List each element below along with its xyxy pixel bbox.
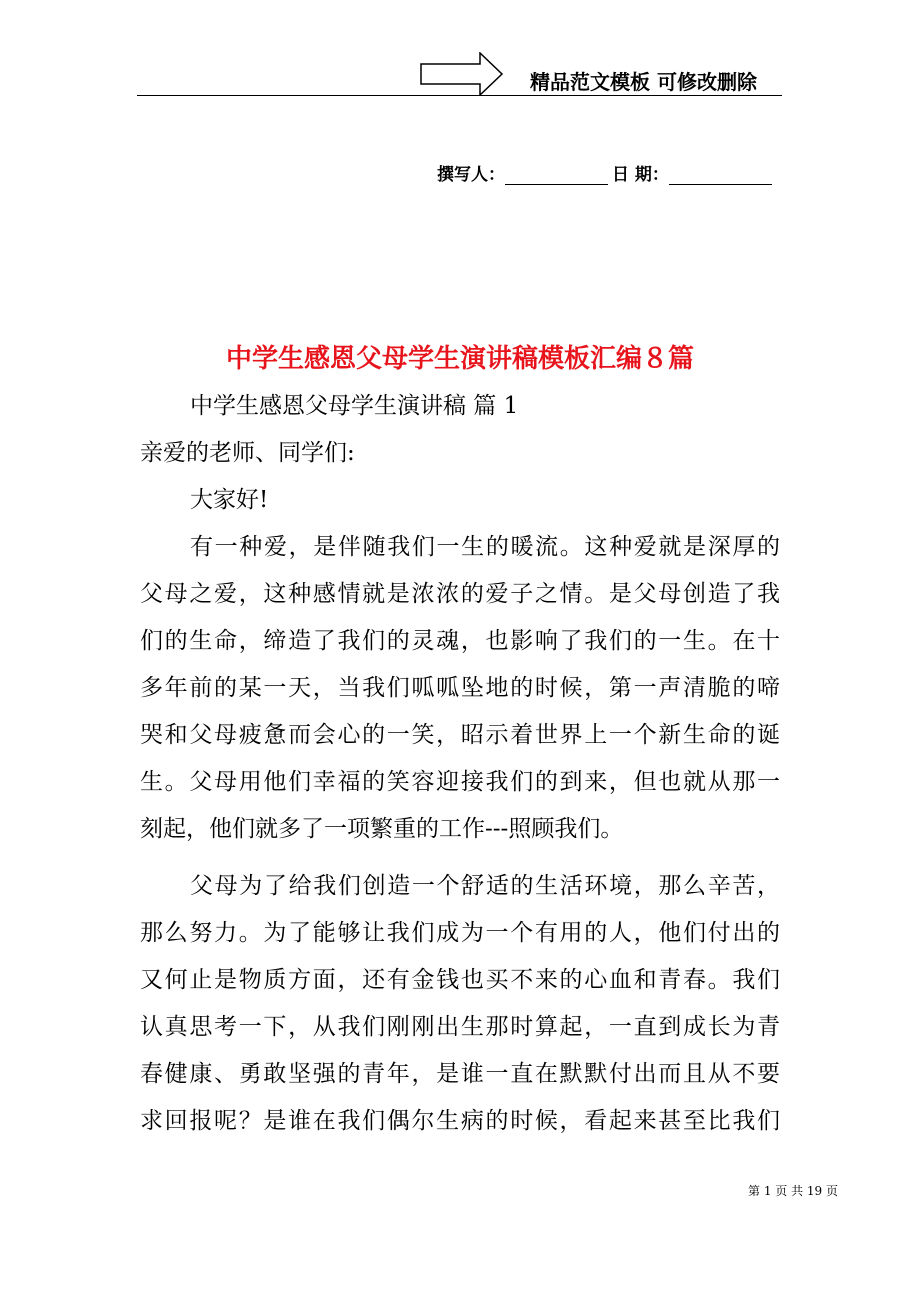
paragraph-line: 又何止是物质方面，还有金钱也买不来的心血和青春。我们 <box>140 967 780 993</box>
paragraph-line: 们的生命，缔造了我们的灵魂，也影响了我们的一生。在十 <box>140 628 780 654</box>
salutation: 亲爱的老师、同学们: <box>140 440 355 466</box>
paragraph-line: 刻起，他们就多了一项繁重的工作---照顾我们。 <box>140 816 624 842</box>
speech-subtitle: 中学生感恩父母学生演讲稿 篇 1 <box>190 393 519 419</box>
paragraph-line: 求回报呢？是谁在我们偶尔生病的时候，看起来甚至比我们 <box>140 1108 780 1134</box>
date-blank-line <box>669 166 772 185</box>
paragraph-line: 生。父母用他们幸福的笑容迎接我们的到来，但也就从那一 <box>140 769 780 795</box>
paragraph-line: 多年前的某一天，当我们呱呱坠地的时候，第一声清脆的啼 <box>140 675 780 701</box>
author-blank-line <box>505 166 608 185</box>
signature-row <box>437 160 772 185</box>
author-label: 撰写人： <box>437 165 505 185</box>
date-label: 日 期： <box>612 165 669 185</box>
paragraph-line: 那么努力。为了能够让我们成为一个有用的人，他们付出的 <box>140 920 780 946</box>
paragraph-line: 有一种爱，是伴随我们一生的暖流。这种爱就是深厚的 <box>190 534 780 560</box>
paragraph-2 <box>140 871 780 1153</box>
header-tag: 精品范文模板 可修改删除 <box>530 70 757 94</box>
right-arrow-icon <box>420 52 504 96</box>
paragraph-line: 认真思考一下，从我们刚刚出生那时算起，一直到成长为青 <box>140 1014 780 1040</box>
paragraph-line: 父母之爱，这种感情就是浓浓的爱子之情。是父母创造了我 <box>140 581 780 607</box>
greeting: 大家好! <box>190 487 269 513</box>
document-title: 中学生感恩父母学生演讲稿模板汇编８篇 <box>225 344 694 374</box>
header-divider <box>137 95 782 96</box>
paragraph-line: 父母为了给我们创造一个舒适的生活环境，那么辛苦， <box>190 873 780 899</box>
paragraph-line: 春健康、勇敢坚强的青年，是谁一直在默默付出而且从不要 <box>140 1061 780 1087</box>
page-number-footer: 第 1 页 共 19 页 <box>748 1184 838 1198</box>
paragraph-1 <box>140 532 780 861</box>
paragraph-line: 哭和父母疲惫而会心的一笑，昭示着世界上一个新生命的诞 <box>140 722 780 748</box>
